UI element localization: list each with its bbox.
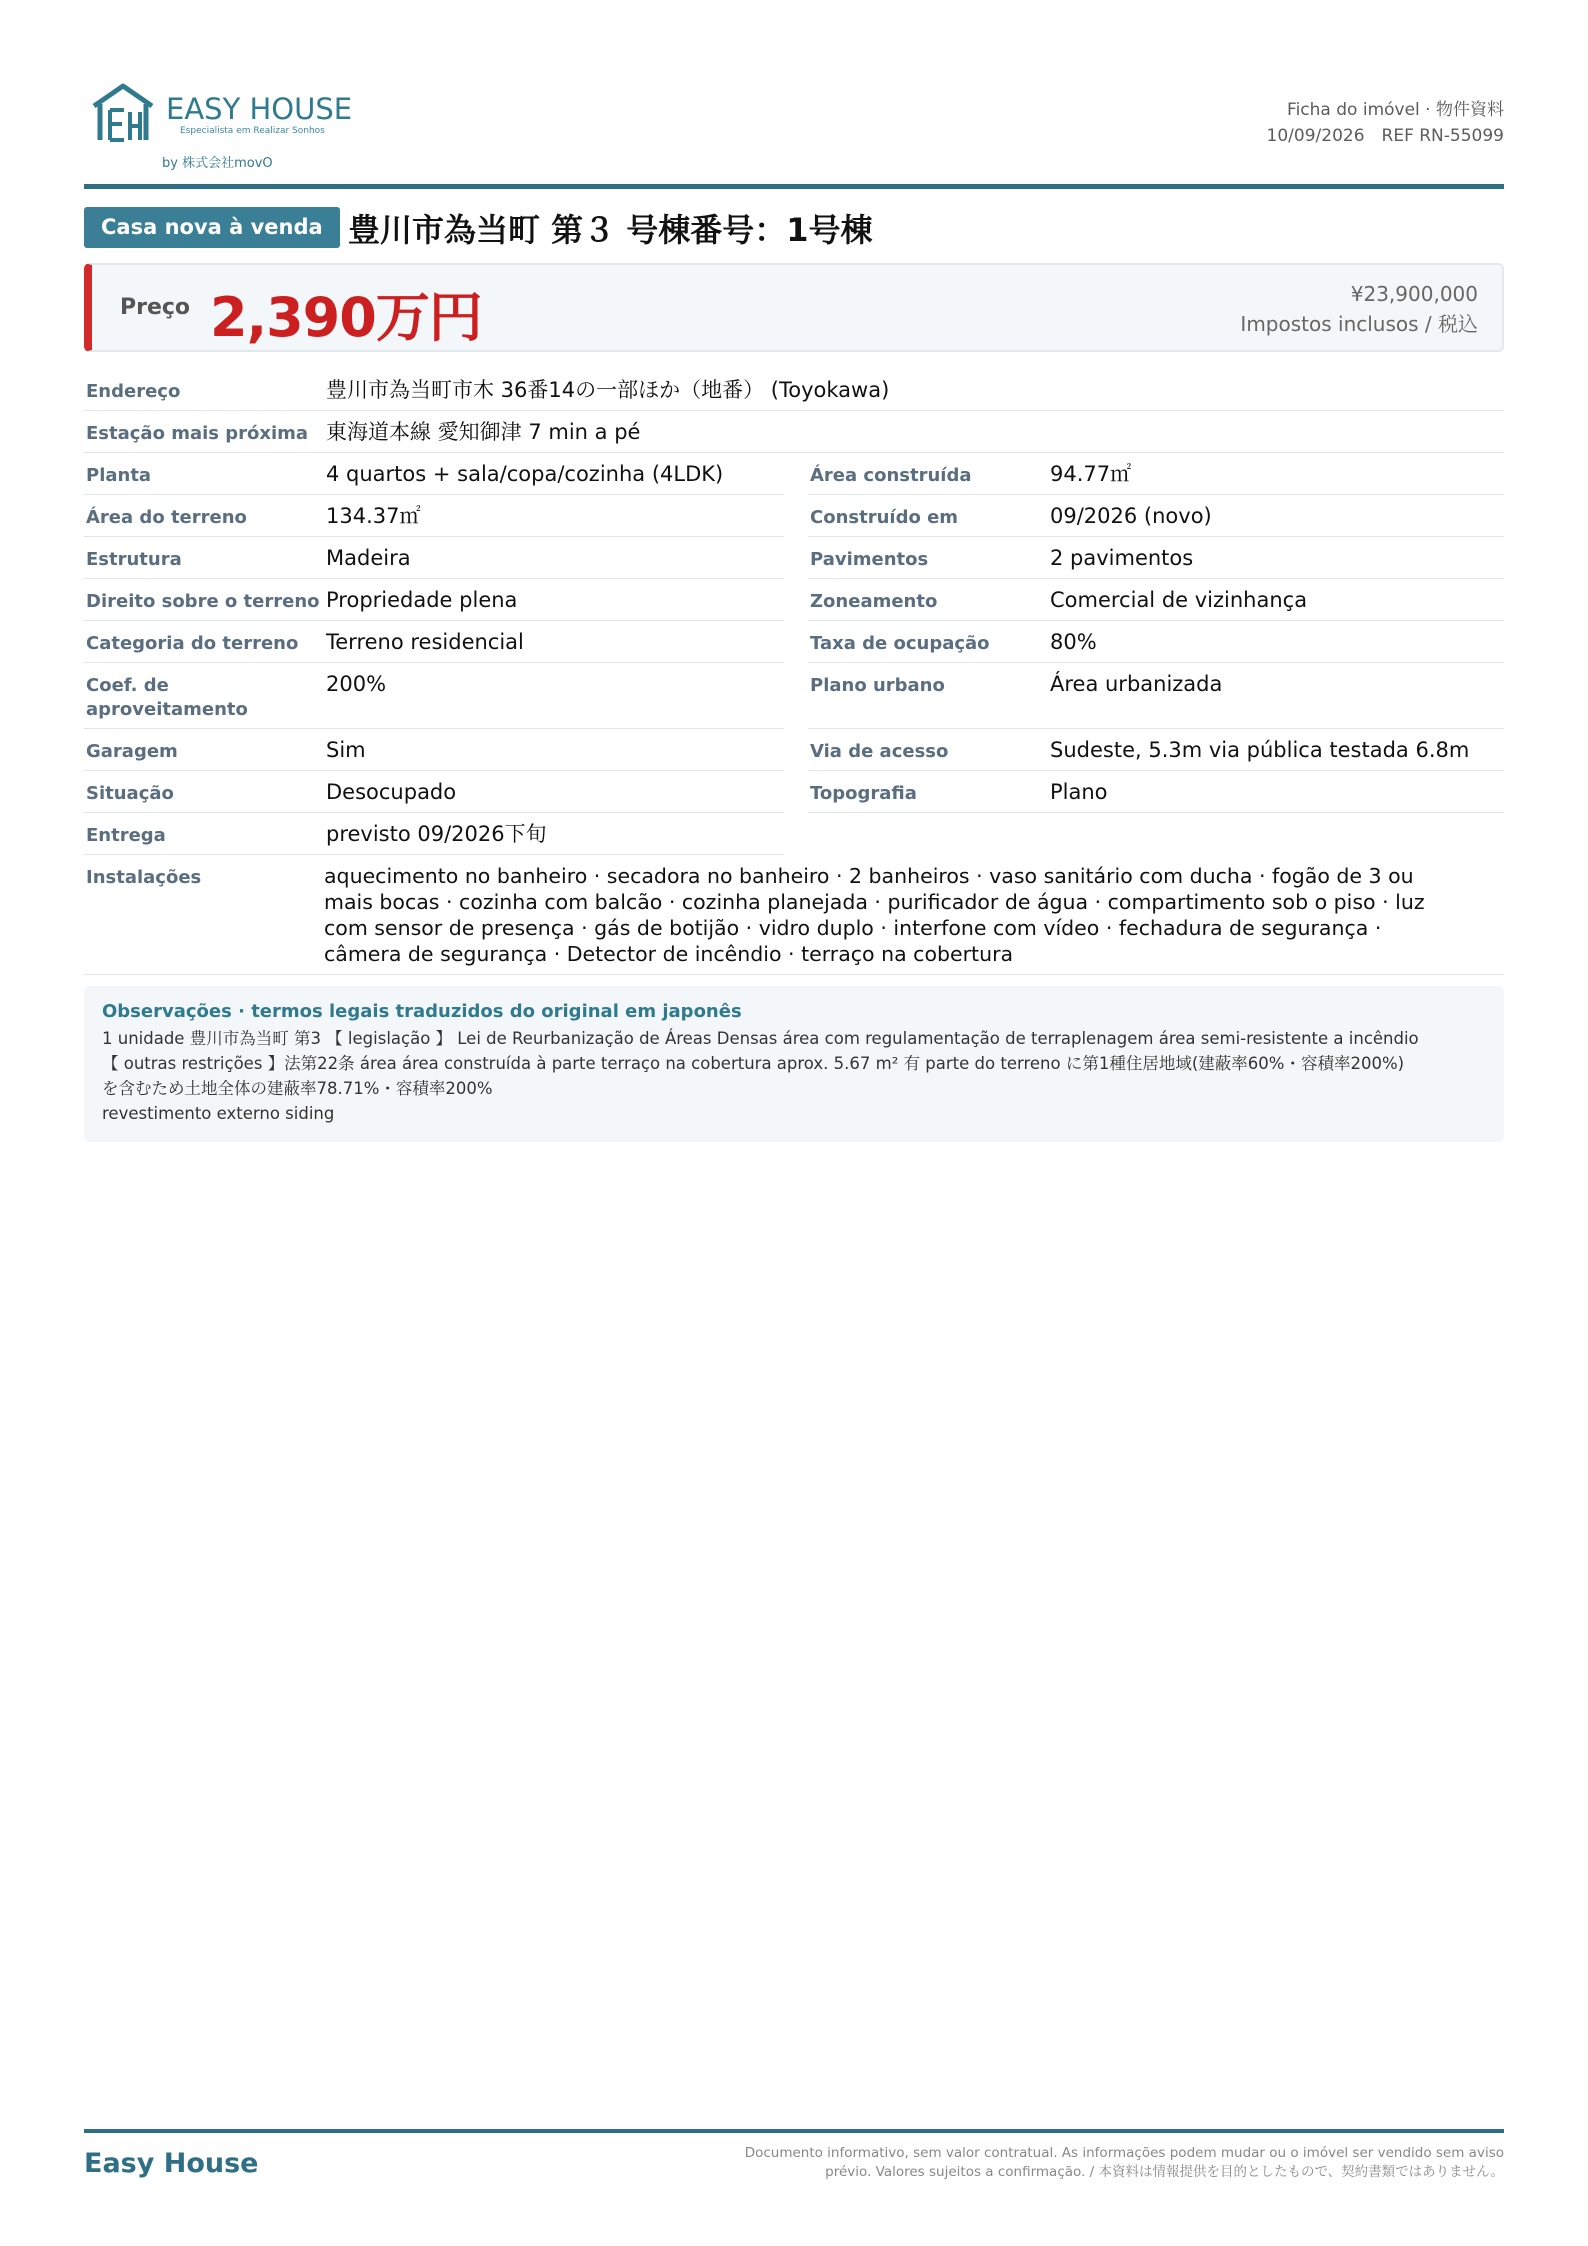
house-logo-icon xyxy=(90,82,156,144)
spec-value: 200% xyxy=(326,672,387,696)
spec-label: Estrutura xyxy=(86,549,182,570)
spec-label-far: Coef. de aproveitamento xyxy=(86,675,248,720)
spec-label: Garagem xyxy=(86,741,178,762)
facilities-list: aquecimento no banheiro · secadora no banheiro · 2 banheiros · vaso sanitário com ducha · fogão de 3 ou mais bocas · cozinha com balcão · cozinha planejada · purificador de água · compartimento sob o piso · luz com sensor de presença · gás de botijão · vidro duplo · interfone com vídeo · fechadura de segurança · câmera de segurança · Detector de incêndio · terraço na cobertura xyxy=(324,864,1425,966)
spec-value: Sim xyxy=(326,738,366,762)
spec-value: 80% xyxy=(1050,630,1097,654)
spec-row xyxy=(84,621,1504,663)
spec-label: Taxa de ocupação xyxy=(810,633,990,654)
spec-value: Comercial de vizinhança xyxy=(1050,588,1308,612)
spec-table xyxy=(84,369,1504,975)
spec-label: Área do terreno xyxy=(86,507,247,528)
brand-logo xyxy=(90,82,353,172)
document-date-ref: 10/09/2026 REF RN-55099 xyxy=(1266,126,1504,146)
spec-row xyxy=(84,495,1504,537)
spec-row xyxy=(84,729,1504,771)
spec-value: 東海道本線 愛知御津 7 min a pé xyxy=(326,420,641,444)
spec-value: Propriedade plena xyxy=(326,588,518,612)
brand-company: by 株式会社movO xyxy=(162,156,273,171)
spec-label: Via de acesso xyxy=(810,741,949,762)
spec-value: Sudeste, 5.3m via pública testada 6.8m xyxy=(1050,738,1470,762)
spec-label: Pavimentos xyxy=(810,549,929,570)
document-meta xyxy=(1267,97,1504,149)
spec-row xyxy=(84,663,1504,729)
spec-value: 134.37㎡ xyxy=(326,504,421,528)
spec-row xyxy=(84,579,1504,621)
spec-value: Madeira xyxy=(326,546,411,570)
notes-box xyxy=(84,986,1504,1142)
spec-label: Categoria do terreno xyxy=(86,633,299,654)
spec-value: Desocupado xyxy=(326,780,457,804)
document-type: Ficha do imóvel · 物件資料 xyxy=(1287,100,1504,120)
spec-value: previsto 09/2026下旬 xyxy=(326,822,547,846)
spec-label: Endereço xyxy=(86,381,181,402)
price-details xyxy=(1240,279,1478,339)
price-value: 2,390万円 xyxy=(210,286,482,349)
spec-value: 2 pavimentos xyxy=(1050,546,1194,570)
footer-disclaimer: Documento informativo, sem valor contratual. As informações podem mudar ou o imóvel ser vendido sem aviso prévio. Valores sujeitos a confirmação. / 本資料は情報提供を目的としたもので、契約書類ではありません。 xyxy=(744,2145,1504,2180)
spec-value: Terreno residencial xyxy=(326,630,524,654)
spec-label: Planta xyxy=(86,465,152,486)
spec-label: Área construída xyxy=(810,465,972,486)
spec-value: 94.77㎡ xyxy=(1050,462,1132,486)
brand-tagline: Especialista em Realizar Sonhos xyxy=(180,126,325,136)
spec-row xyxy=(84,537,1504,579)
notes-body: 1 unidade 豊川市為当町 第3 【 legislação 】 Lei de Reurbanização de Áreas Densas área com regulamentação de terraplenagem área semi-resistente a incêndio 【 outras restrições 】法第22条 área área construída à parte terraço na cobertura aprox. 5.67 m² 有 parte do terreno に第1種住居地域(建蔽率60%・容積率200%) を含むため土地全体の建蔽率78.71%・容積率200% revestimento externo siding xyxy=(102,1029,1419,1123)
spec-row xyxy=(84,771,1504,813)
spec-label: Direito sobre o terreno xyxy=(86,591,320,612)
notes-title: Observações · termos legais traduzidos do original em japonês xyxy=(102,1001,742,1022)
spec-row xyxy=(84,813,1504,855)
title-row xyxy=(84,207,1504,251)
spec-label: Entrega xyxy=(86,825,166,846)
spec-label: Zoneamento xyxy=(810,591,938,612)
spec-label: Construído em xyxy=(810,507,959,528)
spec-row-facilities xyxy=(84,855,1504,975)
header-divider xyxy=(84,184,1504,189)
footer-divider xyxy=(84,2129,1504,2133)
price-tax-note: Impostos inclusos / 税込 xyxy=(1240,312,1478,336)
footer-brand: Easy House xyxy=(84,2148,259,2179)
price-label: Preço xyxy=(120,295,191,320)
spec-row xyxy=(84,453,1504,495)
brand-name: EASY HOUSE xyxy=(166,92,353,126)
spec-value: 09/2026 (novo) xyxy=(1050,504,1212,528)
spec-value: 4 quartos + sala/copa/cozinha (4LDK) xyxy=(326,462,724,486)
spec-label: Estação mais próxima xyxy=(86,423,309,444)
spec-label: Instalações xyxy=(86,867,202,888)
spec-row-station xyxy=(84,411,1504,453)
spec-value: 豊川市為当町市木 36番14の一部ほか（地番） (Toyokawa) xyxy=(326,378,890,402)
property-title: 豊川市為当町 第３ 号棟番号：1号棟 xyxy=(348,211,873,249)
price-box xyxy=(84,263,1504,352)
listing-type-badge: Casa nova à venda xyxy=(84,207,340,248)
spec-label: Topografia xyxy=(810,783,917,804)
spec-label: Plano urbano xyxy=(810,675,945,696)
spec-value: Área urbanizada xyxy=(1050,672,1223,696)
price-yen: ¥23,900,000 xyxy=(1350,282,1478,306)
spec-value: Plano xyxy=(1050,780,1108,804)
spec-label: Situação xyxy=(86,783,174,804)
header xyxy=(84,80,1504,184)
spec-row-address xyxy=(84,369,1504,411)
